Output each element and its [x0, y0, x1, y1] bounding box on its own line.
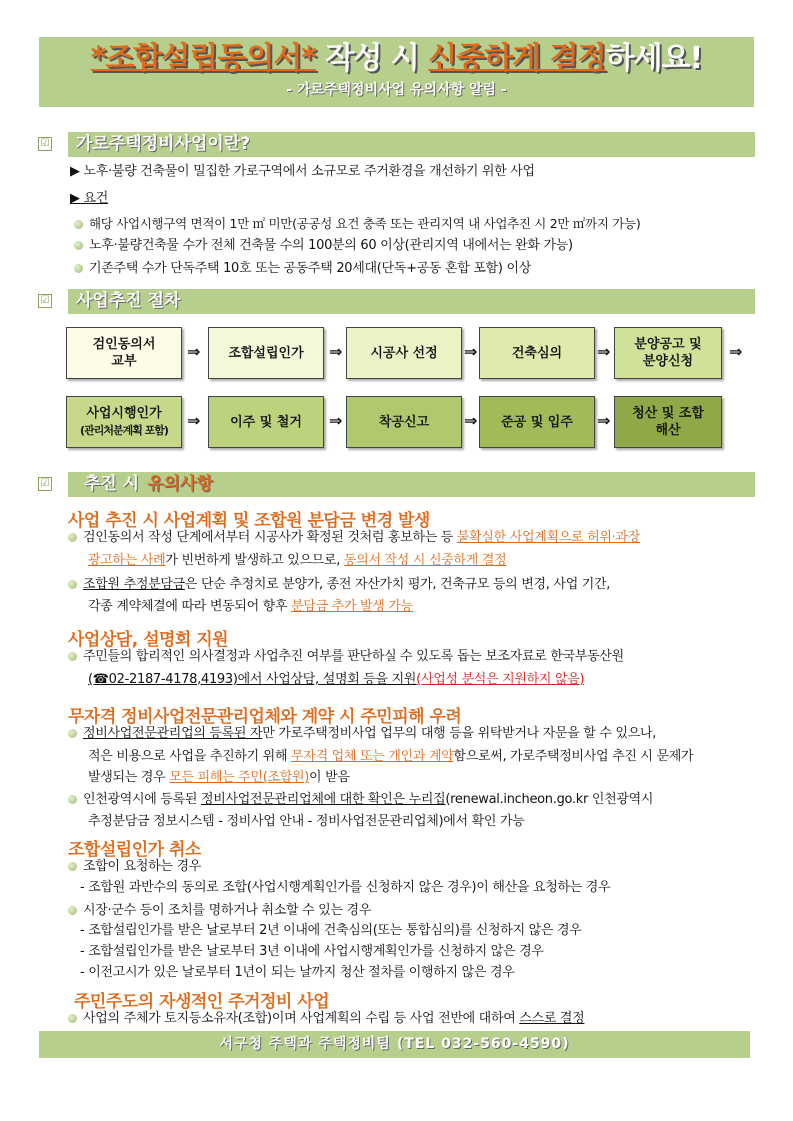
definition-text: ▶ 노후·불량 건축물이 밀집한 가로구역에서 소규모로 주거환경을 개선하기 위한 사업: [70, 164, 535, 179]
bullet-icon: [68, 1014, 77, 1023]
bullet-continuation: 적은 비용으로 사업을 추진하기 위해 무자격 업체 또는 개인과 계약함으로써, 가로주택정비사업 추진 시 문제가: [88, 749, 694, 764]
bullet-icon: [74, 220, 83, 229]
page-subtitle: - 가로주택정비사업 유의사항 알림 -: [286, 82, 507, 98]
flow-step: 사업시행인가 (관리처분계획 포함): [66, 396, 182, 448]
section-title: 사업추진 절차: [76, 291, 181, 311]
requirement-item: 기존주택 수가 단독주택 10호 또는 공동주택 20세대(단독+공동 혼합 포함) 이상: [74, 259, 531, 279]
flow-step: 청산 및 조합 해산: [614, 396, 722, 448]
section-header-procedure: [35, 289, 755, 314]
bullet-icon: [74, 241, 83, 250]
bullet-icon: [68, 652, 77, 661]
subsection-heading: 주민주도의 자생적인 주거정비 사업: [74, 992, 330, 1012]
subsection-heading: 사업 추진 시 사업계획 및 조합원 분담금 변경 발생: [68, 511, 430, 531]
flow-step: 시공사 선정: [346, 327, 462, 379]
section-title: 가로주택정비사업이란?: [76, 134, 251, 154]
page-title: *조합설립동의서* 작성 시 신중하게 결정하세요!: [90, 41, 703, 76]
flow-step: 분양공고 및 분양신청: [614, 327, 722, 379]
bullet-icon: [68, 580, 77, 589]
bullet-item: 검인동의서 작성 단계에서부터 시공사가 확정된 것처럼 홍보하는 등 불확실한 사업계획으로 허위·과장: [68, 528, 640, 548]
bullet-item: 조합원 추정분담금은 단순 추정치로 분양가, 종전 자산가치 평가, 건축규모 등의 변경, 사업 기간,: [68, 575, 610, 595]
section-header-definition: [35, 132, 755, 157]
flow-step: 이주 및 철거: [208, 396, 324, 448]
arrow-right-icon: ⇒: [187, 342, 201, 361]
bullet-icon: [68, 533, 77, 542]
dash-item: - 조합설립인가를 받은 날로부터 3년 이내에 사업시행계획인가를 신청하지 않은 경우: [80, 944, 544, 959]
requirement-item: 노후·불량건축물 수가 전체 건축물 수의 100분의 60 이상(관리지역 내에서는 완화 가능): [74, 236, 573, 256]
section-header-cautions: [35, 472, 755, 497]
checkbox-icon: ☑: [38, 477, 52, 491]
bullet-continuation: 각종 계약체결에 따라 변동되어 향후 분담금 추가 발생 가능: [88, 599, 413, 614]
checkbox-icon: ☑: [38, 294, 52, 308]
arrow-right-icon: ⇒: [329, 342, 343, 361]
checkbox-icon: ☑: [38, 137, 52, 151]
bullet-continuation: (☎02-2187-4178,4193)에서 사업상담, 설명회 등을 지원(사업성 분석은 지원하지 않음): [88, 672, 585, 687]
arrow-right-icon: ⇒: [464, 411, 478, 430]
bullet-continuation: 추정분담금 정보시스템 - 정비사업 안내 - 정비사업전문관리업체)에서 확인 가능: [88, 814, 525, 829]
dash-item: - 이전고시가 있은 날로부터 1년이 되는 날까지 청산 절차를 이행하지 않은 경우: [80, 965, 515, 980]
subsection-heading: 사업상담, 설명회 지원: [68, 630, 229, 650]
subsection-heading: 무자격 정비사업전문관리업체와 계약 시 주민피해 우려: [68, 707, 462, 727]
bullet-item: 조합이 요청하는 경우: [68, 857, 201, 877]
arrow-right-icon: ⇒: [187, 411, 201, 430]
bullet-item: 주민들의 합리적인 의사결정과 사업추진 여부를 판단하실 수 있도록 돕는 보조자료로 한국부동산원: [68, 647, 624, 667]
flow-step: 건축심의: [479, 327, 595, 379]
footer-contact: 서구청 주택과 주택정비팀 (TEL 032-560-4590): [39, 1031, 750, 1058]
arrow-right-icon: ⇒: [729, 342, 743, 361]
bullet-item: 정비사업전문관리업의 등록된 자만 가로주택정비사업 업무의 대행 등을 위탁받거나 자문을 할 수 있으나,: [68, 724, 656, 744]
bullet-continuation: 발생되는 경우 모든 피해는 주민(조합원)이 받음: [88, 770, 350, 785]
arrow-right-icon: ⇒: [597, 411, 611, 430]
dash-item: - 조합원 과반수의 동의로 조합(사업시행계획인가를 신청하지 않은 경우)이 해산을 요청하는 경우: [80, 880, 611, 895]
bullet-icon: [68, 862, 77, 871]
section-title: 추진 시유의사항: [84, 474, 213, 494]
requirements-label: ▶ 요건: [70, 191, 109, 206]
bullet-item: 시장·군수 등이 조치를 명하거나 취소할 수 있는 경우: [68, 901, 371, 921]
arrow-right-icon: ⇒: [329, 411, 343, 430]
flow-step: 착공신고: [346, 396, 462, 448]
bullet-icon: [68, 906, 77, 915]
flow-step: 준공 및 입주: [479, 396, 595, 448]
subsection-heading: 조합설립인가 취소: [68, 840, 201, 860]
bullet-icon: [68, 729, 77, 738]
title-banner: [39, 37, 754, 107]
bullet-item: 사업의 주체가 토지등소유자(조합)이며 사업계획의 수립 등 사업 전반에 대하여 스스로 결정: [68, 1009, 584, 1029]
dash-item: - 조합설립인가를 받은 날로부터 2년 이내에 건축심의(또는 통합심의)를 신청하지 않은 경우: [80, 923, 582, 938]
bullet-continuation: 광고하는 사례가 빈번하게 발생하고 있으므로, 동의서 작성 시 신중하게 결정: [88, 553, 507, 568]
requirement-item: 해당 사업시행구역 면적이 1만 ㎡ 미만(공공성 요건 충족 또는 관리지역 내 사업추진 시 2만 ㎡까지 가능): [74, 214, 640, 234]
bullet-item: 인천광역시에 등록된 정비사업전문관리업체에 대한 확인은 누리집(renewal.incheon.go.kr 인천광역시: [68, 790, 653, 810]
arrow-right-icon: ⇒: [597, 342, 611, 361]
arrow-right-icon: ⇒: [464, 342, 478, 361]
bullet-icon: [68, 795, 77, 804]
flow-step: 검인동의서 교부: [66, 327, 182, 379]
flow-step: 조합설립인가: [208, 327, 324, 379]
bullet-icon: [74, 264, 83, 273]
